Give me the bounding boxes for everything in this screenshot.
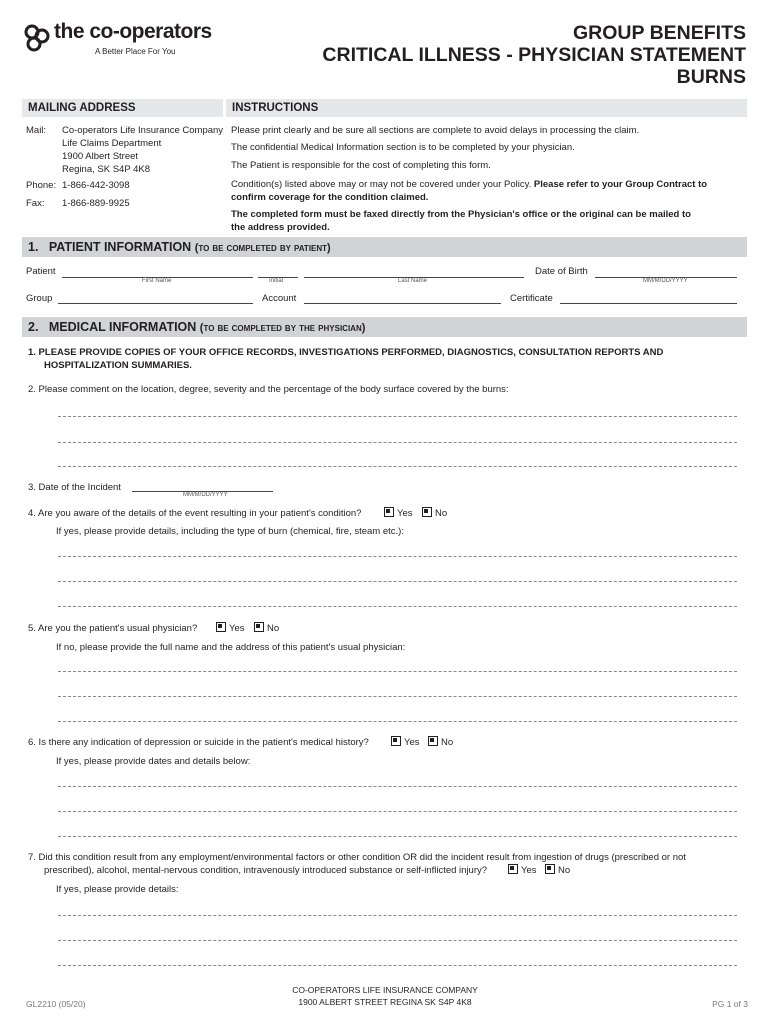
fax-label: Fax: <box>26 198 45 209</box>
q6-yes-checkbox[interactable] <box>391 736 401 746</box>
dob-format-caption: MM/M/DD/YYYY <box>643 278 688 284</box>
instruction-4b: Please refer to your Group Contract to confirm coverage for the condition claimed. <box>231 179 708 203</box>
q4-yes-label: Yes <box>397 508 413 519</box>
section-1-note: (to be completed by patient) <box>194 242 331 254</box>
q6-no-option[interactable] <box>428 736 453 749</box>
mail-line-3: 1900 Albert Street <box>62 151 139 162</box>
account-field[interactable] <box>304 302 501 304</box>
q5-yes-label: Yes <box>229 623 245 634</box>
co-operators-logo-icon <box>22 22 54 54</box>
last-name-caption: Last Name <box>398 278 428 284</box>
q5-yes-option[interactable] <box>216 622 245 635</box>
title-line-1: GROUP BENEFITS <box>573 22 746 44</box>
answer-7-line-3[interactable] <box>58 964 737 966</box>
q7-yes-label: Yes <box>521 865 537 876</box>
q4-no-option[interactable] <box>422 507 447 520</box>
title-line-2: CRITICAL ILLNESS - PHYSICIAN STATEMENT <box>322 44 746 66</box>
answer-6-line-2[interactable] <box>58 810 737 812</box>
q4-yes-checkbox[interactable] <box>384 507 394 517</box>
answer-2-line-3[interactable] <box>58 465 737 467</box>
first-name-caption: First Name <box>142 278 172 284</box>
footer-address: 1900 ALBERT STREET REGINA SK S4P 4K8 <box>298 997 472 1007</box>
answer-5-line-3[interactable] <box>58 720 737 722</box>
question-7-continued: prescribed), alcohol, mental-nervous condition, intravenously introduced substance or self-inflicted injury? <box>44 865 488 876</box>
instruction-2: The confidential Medical Information section is to be completed by your physician. <box>231 142 575 153</box>
logo-name: the co-operators <box>54 20 212 43</box>
question-6-sub: If yes, please provide dates and details below: <box>56 756 251 767</box>
q5-no-option[interactable] <box>254 622 279 635</box>
q4-no-label: No <box>435 508 448 519</box>
footer-company: CO-OPERATORS LIFE INSURANCE COMPANY <box>292 985 478 995</box>
answer-6-line-3[interactable] <box>58 835 737 837</box>
instruction-4 <box>231 178 736 204</box>
phone-label: Phone: <box>26 180 57 191</box>
instruction-3: The Patient is responsible for the cost of completing this form. <box>231 160 491 171</box>
group-label: Group <box>26 293 53 304</box>
section-2-number: 2. <box>28 320 39 334</box>
question-2: 2. Please comment on the location, degree, severity and the percentage of the body surface covered by the burns: <box>28 384 509 395</box>
instruction-4a: Condition(s) listed above may or may not be covered under your Policy. <box>231 179 532 190</box>
answer-2-line-2[interactable] <box>58 441 737 443</box>
question-6: 6. Is there any indication of depression or suicide in the patient's medical history? <box>28 737 369 748</box>
question-7-sub: If yes, please provide details: <box>56 884 179 895</box>
q5-no-label: No <box>267 623 280 634</box>
q7-yes-checkbox[interactable] <box>508 864 518 874</box>
form-code: GL2210 (05/20) <box>26 999 86 1009</box>
mail-address <box>62 124 224 176</box>
section-1-title: PATIENT INFORMATION <box>48 240 192 254</box>
section-2-header <box>22 317 747 337</box>
mail-line-2: Life Claims Department <box>62 138 162 149</box>
section-2-note: (to be completed by the physician) <box>199 322 366 334</box>
q5-no-checkbox[interactable] <box>254 622 264 632</box>
initial-caption: Initial <box>269 278 284 284</box>
logo-tagline: A Better Place For You <box>95 47 176 56</box>
q6-no-checkbox[interactable] <box>428 736 438 746</box>
answer-4-line-2[interactable] <box>58 580 737 582</box>
question-4: 4. Are you aware of the details of the event resulting in your patient's condition? <box>28 508 362 519</box>
q7-no-option[interactable] <box>545 864 570 877</box>
section-1-number: 1. <box>28 240 39 254</box>
certificate-label: Certificate <box>510 293 553 304</box>
answer-5-line-2[interactable] <box>58 695 737 697</box>
question-7: 7. Did this condition result from any employment/environmental factors or other condition OR did the incident result from ingestion of drugs (prescribed or not <box>28 852 686 863</box>
mail-label: Mail: <box>26 125 47 136</box>
question-1: 1. PLEASE PROVIDE COPIES OF YOUR OFFICE RECORDS, INVESTIGATIONS PERFORMED, DIAGNOSTICS, CONSULTATION REPORTS AND <box>28 347 664 358</box>
instructions-heading: INSTRUCTIONS <box>226 99 747 117</box>
group-field[interactable] <box>58 302 253 304</box>
form-title <box>322 22 746 88</box>
page-number: PG 1 of 3 <box>712 999 748 1009</box>
answer-7-line-1[interactable] <box>58 914 737 916</box>
section-2-title: MEDICAL INFORMATION <box>48 320 197 334</box>
answer-5-line-1[interactable] <box>58 670 737 672</box>
mail-line-4: Regina, SK S4P 4K8 <box>62 164 151 175</box>
question-5-sub: If no, please provide the full name and the address of this patient's usual physician: <box>56 642 406 653</box>
q7-no-label: No <box>558 865 571 876</box>
question-3: 3. Date of the Incident <box>28 482 121 493</box>
q6-yes-label: Yes <box>404 737 420 748</box>
title-line-3: BURNS <box>676 66 746 88</box>
account-label: Account <box>262 293 297 304</box>
question-1-continued: HOSPITALIZATION SUMMARIES. <box>44 360 192 371</box>
q7-no-checkbox[interactable] <box>545 864 555 874</box>
certificate-field[interactable] <box>560 302 737 304</box>
answer-6-line-1[interactable] <box>58 785 737 787</box>
phone-number: 1-866-442-3098 <box>62 180 130 191</box>
question-4-sub: If yes, please provide details, including the type of burn (chemical, fire, steam etc.): <box>56 526 404 537</box>
answer-2-line-1[interactable] <box>58 415 737 417</box>
q6-yes-option[interactable] <box>391 736 420 749</box>
mail-line-1: Co-operators Life Insurance Company <box>62 125 224 136</box>
fax-number: 1-866-889-9925 <box>62 198 130 209</box>
dob-label: Date of Birth <box>535 266 588 277</box>
instruction-5: The completed form must be faxed directly from the Physician's office or the original can be mailed to the address provided. <box>231 209 691 233</box>
answer-4-line-1[interactable] <box>58 555 737 557</box>
mailing-address-heading: MAILING ADDRESS <box>22 99 223 117</box>
q7-yes-option[interactable] <box>508 864 537 877</box>
q4-no-checkbox[interactable] <box>422 507 432 517</box>
q6-no-label: No <box>441 737 454 748</box>
section-1-header <box>22 237 747 257</box>
answer-7-line-2[interactable] <box>58 939 737 941</box>
question-5: 5. Are you the patient's usual physician? <box>28 623 198 634</box>
q4-yes-option[interactable] <box>384 507 413 520</box>
instruction-1: Please print clearly and be sure all sections are complete to avoid delays in processing the claim. <box>231 125 640 136</box>
patient-label: Patient <box>26 266 56 277</box>
incident-date-format: MM/M/DD/YYYY <box>183 492 228 498</box>
answer-4-line-3[interactable] <box>58 605 737 607</box>
q5-yes-checkbox[interactable] <box>216 622 226 632</box>
